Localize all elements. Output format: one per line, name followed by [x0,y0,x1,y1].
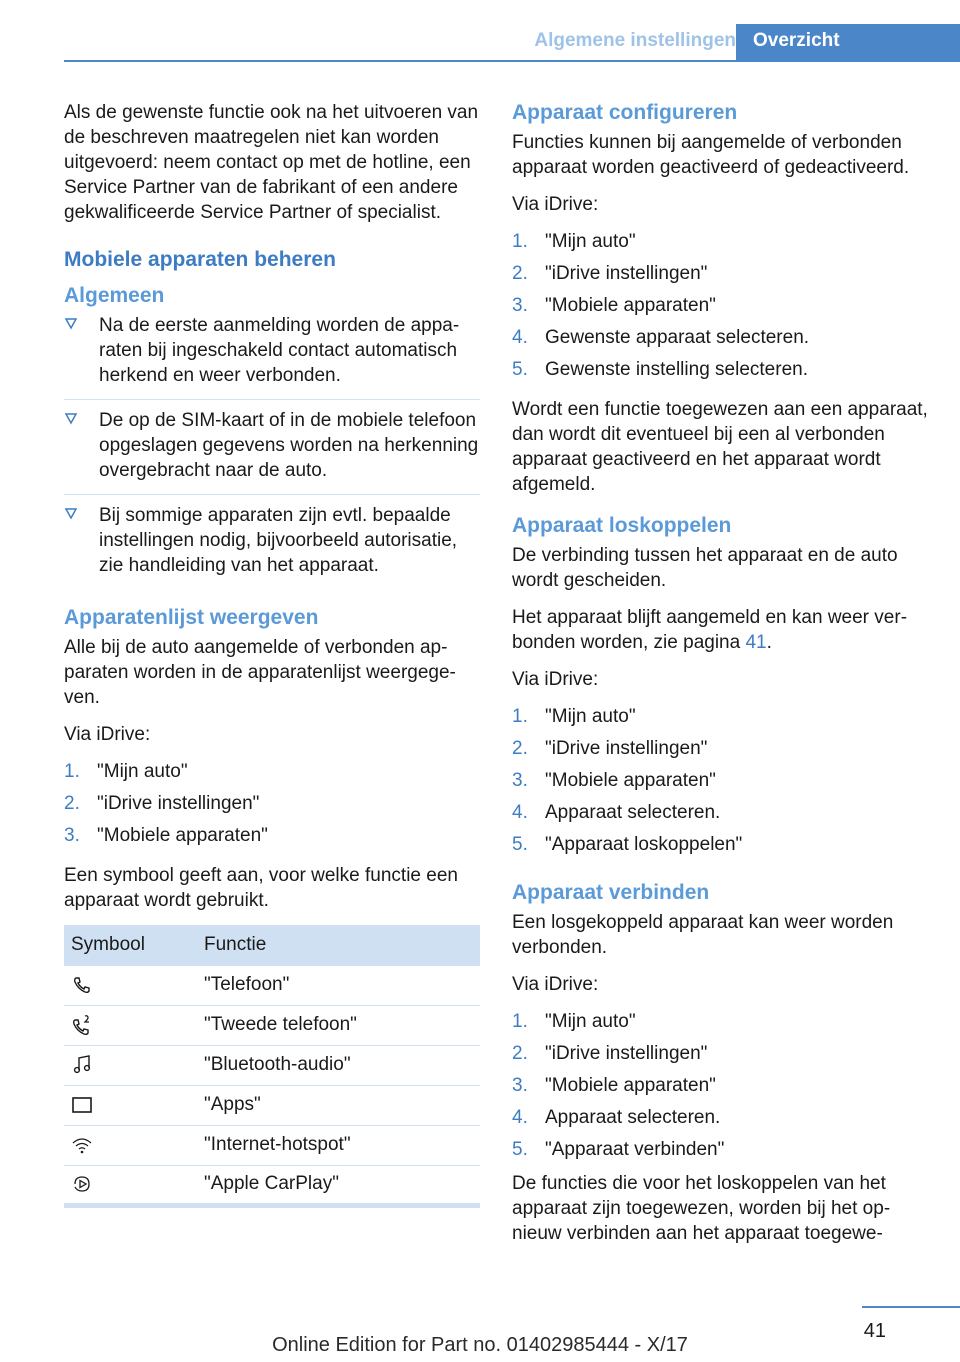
page-reference-link[interactable]: 41 [745,632,767,653]
step-item [64,823,480,855]
intro-paragraph: Als de gewenste functie ook na het uitvoeren van de beschreven maatregelen niet kan worden uitgevoerd: neem contact op met de hotline, een Service Partner van de fabrikant of een andere gekwalificeerde Service Partner of specialist. [64,102,479,223]
heading-connect-device: Apparaat verbinden [512,881,710,904]
step-item [64,791,480,823]
heading-device-list: Apparatenlijst weergeven [64,606,319,629]
disconnect-steps [512,704,932,864]
heading-manage-devices: Mobiele apparaten beheren [64,248,336,271]
step-number: 2. [512,263,528,284]
step-item [512,261,932,293]
second-phone-icon [71,1014,93,1036]
step-text: "Mijn auto" [545,1011,636,1032]
step-text: "Mobiele apparaten" [545,770,716,791]
section-title: Algemene instellingen [534,30,736,51]
bullet-text: Na de eerste aanmelding worden de apparaten bij ingeschakeld contact automatisch herkend en weer verbonden. [99,315,460,386]
phone-icon [71,974,93,996]
bullet-text: Bij sommige apparaten zijn evtl. bepaalde instellingen nodig, bijvoorbeeld autorisatie, zie handleiding van het apparaat. [99,505,458,576]
connect-description: Een losgekoppeld apparaat kan weer worden verbonden. [512,912,894,958]
table-row [64,1165,480,1205]
symbol-description: Een symbool geeft aan, voor welke functie een apparaat wordt gebruikt. [64,865,458,911]
step-text: Gewenste apparaat selecteren. [545,327,810,348]
step-number: 3. [512,770,528,791]
step-number: 1. [64,761,80,782]
step-item [512,1073,932,1105]
table-header-row [64,925,480,965]
step-number: 2. [512,1043,528,1064]
step-number: 3. [512,1075,528,1096]
step-item [512,1041,932,1073]
symbol-table [64,925,480,1208]
wifi-icon [71,1134,93,1156]
step-item [512,832,932,864]
table-row [64,1005,480,1045]
chapter-tab: Overzicht [736,24,960,62]
step-item [512,357,932,389]
step-number: 4. [512,327,528,348]
configure-description: Functies kunnen bij aangemelde of verbonden apparaat worden geactiveerd of gedeactiveerd. [512,132,910,178]
apps-icon [71,1094,93,1116]
connect-steps [512,1009,932,1169]
page-number: 41 [863,1320,886,1342]
step-text: "Mijn auto" [97,761,188,782]
disconnect-note-end: . [766,632,772,653]
heading-general: Algemeen [64,284,165,307]
left-column [64,100,480,1208]
device-list-steps [64,759,480,855]
table-row [64,1125,480,1165]
step-text: Apparaat selecteren. [545,802,721,823]
list-item [64,408,480,495]
edition-footer: Online Edition for Part no. 01402985444 - X/17 [272,1334,688,1356]
function-cell: "Bluetooth-audio" [204,1045,480,1085]
step-number: 1. [512,231,528,252]
step-number: 5. [512,834,528,855]
right-column [512,100,932,1258]
step-number: 1. [512,1011,528,1032]
step-item [512,1009,932,1041]
function-cell: "Telefoon" [204,965,480,1005]
table-row [64,965,480,1005]
step-text: Gewenste instelling selecteren. [545,359,808,380]
header-rule [64,60,960,62]
step-text: "iDrive instellingen" [545,738,708,759]
step-number: 4. [512,1107,528,1128]
bullet-text: De op de SIM-kaart of in de mobiele telefoon opgeslagen gegevens worden na herkenning overgebracht naar de auto. [99,410,479,481]
heading-disconnect-device: Apparaat loskoppelen [512,514,732,537]
step-item [512,1137,932,1169]
page-header [64,0,960,62]
function-cell: "Tweede telefoon" [204,1005,480,1045]
step-number: 3. [64,825,80,846]
disconnect-description: De verbinding tussen het apparaat en de auto wordt gescheiden. [512,545,898,591]
step-number: 2. [64,793,80,814]
list-item [64,313,480,400]
configure-note: Wordt een functie toegewezen aan een apparaat, dan wordt dit eventueel bij een al verbonden apparaat geactiveerd en het apparaat wordt afgemeld. [512,399,928,495]
disconnect-note [512,605,932,655]
via-idrive-label: Via iDrive: [512,194,599,215]
footer-rule [862,1306,960,1308]
function-cell: "Internet-hotspot" [204,1125,480,1165]
table-row [64,1085,480,1125]
table-row [64,1045,480,1085]
step-number: 3. [512,295,528,316]
step-item [512,736,932,768]
step-number: 1. [512,706,528,727]
column-header-symbol: Symbool [64,925,204,965]
step-text: "iDrive instellingen" [545,1043,708,1064]
configure-steps [512,229,932,389]
step-text: "Apparaat loskoppelen" [545,834,743,855]
device-list-description: Alle bij de auto aangemelde of verbonden apparaten worden in de apparatenlijst weergegeven. [64,637,456,708]
step-item [512,229,932,261]
step-number: 5. [512,1139,528,1160]
column-header-function: Functie [204,925,480,965]
function-cell: "Apps" [204,1085,480,1125]
step-text: "Apparaat verbinden" [545,1139,725,1160]
step-number: 2. [512,738,528,759]
connect-note: De functies die voor het loskoppelen van het apparaat zijn toegewezen, worden bij het opnieuw verbinden aan het apparaat toegewe- [512,1173,891,1244]
step-text: "iDrive instellingen" [545,263,708,284]
triangle-bullet-icon [64,316,78,330]
step-text: "Mobiele apparaten" [545,1075,716,1096]
step-text: "Mobiele apparaten" [545,295,716,316]
step-text: "Mijn auto" [545,231,636,252]
carplay-icon [71,1173,93,1195]
via-idrive-label: Via iDrive: [512,669,599,690]
via-idrive-label: Via iDrive: [512,974,599,995]
list-item [64,503,480,589]
step-item [512,1105,932,1137]
via-idrive-label: Via iDrive: [64,724,151,745]
step-item [64,759,480,791]
step-item [512,768,932,800]
step-text: "iDrive instellingen" [97,793,260,814]
step-text: "Mobiele apparaten" [97,825,268,846]
general-bullets [64,313,480,589]
step-item [512,293,932,325]
step-item [512,325,932,357]
step-item [512,704,932,736]
triangle-bullet-icon [64,506,78,520]
music-note-icon [71,1054,93,1076]
step-item [512,800,932,832]
step-text: Apparaat selecteren. [545,1107,721,1128]
step-number: 5. [512,359,528,380]
step-text: "Mijn auto" [545,706,636,727]
triangle-bullet-icon [64,411,78,425]
disconnect-note-text: Het apparaat blijft aangemeld en kan weer verbonden worden, zie pagina [512,607,908,653]
heading-configure-device: Apparaat configureren [512,101,738,124]
step-number: 4. [512,802,528,823]
function-cell: "Apple CarPlay" [204,1165,480,1205]
